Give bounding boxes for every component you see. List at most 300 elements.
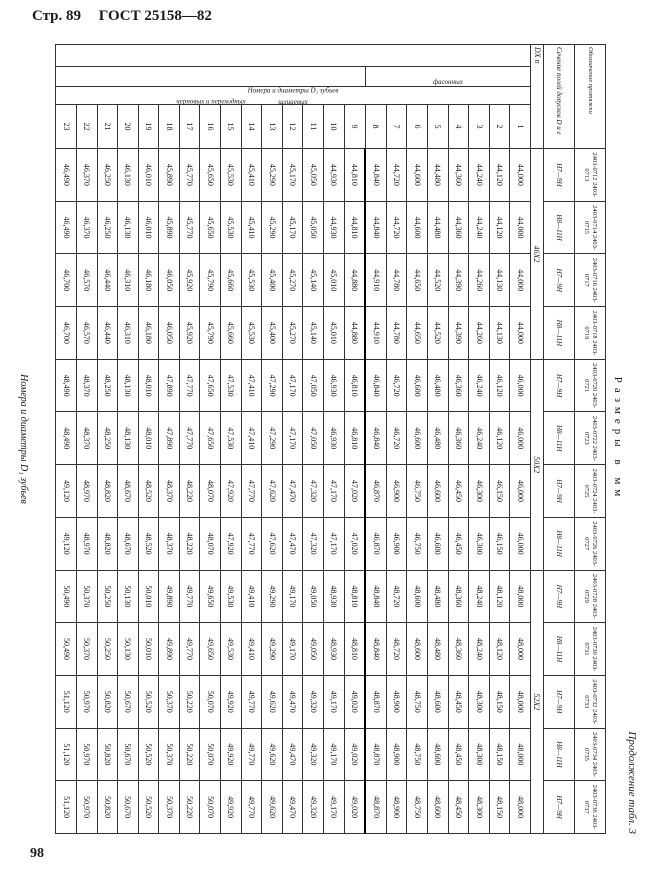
value-cell: 45,530: [221, 149, 242, 202]
value-cell: 48,250: [97, 359, 118, 412]
value-cell: 48,220: [179, 465, 200, 518]
value-cell: 49,170: [282, 570, 303, 623]
value-cell: 50,520: [138, 675, 159, 728]
value-cell: 44,480: [428, 149, 449, 202]
value-cell: 46,050: [159, 307, 180, 360]
value-cell: 48,970: [76, 517, 97, 570]
value-cell: 49,050: [303, 570, 324, 623]
row-number-cell: 21: [97, 105, 118, 149]
code-cell: 2403-0734 2403-0735: [575, 728, 606, 781]
value-cell: 47,320: [303, 465, 324, 518]
value-cell: 49,170: [324, 675, 345, 728]
code-cell: 2403-0728 2403-0729: [575, 570, 606, 623]
value-cell: 47,470: [282, 517, 303, 570]
value-cell: 50,970: [76, 728, 97, 781]
value-cell: 48,520: [138, 517, 159, 570]
table-row: [365, 45, 386, 834]
value-cell: 47,650: [200, 359, 221, 412]
code-cell: 2403-0732 2403-0733: [575, 675, 606, 728]
value-cell: 49,020: [344, 675, 365, 728]
table-row: [221, 45, 242, 834]
value-cell: 48,670: [118, 517, 139, 570]
code-cell: 2403-0720 2403-0721: [575, 359, 606, 412]
value-cell: 49,530: [221, 623, 242, 676]
value-cell: 49,320: [303, 675, 324, 728]
value-cell: 50,010: [138, 570, 159, 623]
value-cell: 44,480: [428, 201, 449, 254]
value-cell: 48,000: [510, 623, 531, 676]
value-cell: 44,130: [489, 307, 510, 360]
code-cell: 2403-0714 2403-0715: [575, 201, 606, 254]
value-cell: 46,810: [344, 412, 365, 465]
value-cell: 46,360: [448, 412, 469, 465]
value-cell: 46,450: [448, 517, 469, 570]
value-cell: 46,700: [56, 307, 77, 360]
value-cell: 49,920: [221, 781, 242, 834]
table-row: [407, 45, 428, 834]
value-cell: 48,600: [428, 675, 449, 728]
value-cell: 46,930: [324, 359, 345, 412]
value-cell: 46,570: [76, 254, 97, 307]
value-cell: 48,000: [510, 728, 531, 781]
value-cell: 45,140: [303, 254, 324, 307]
spline-size-cell: 46X2: [531, 149, 544, 360]
value-cell: 47,650: [200, 412, 221, 465]
sizes-label: Размеры в мм: [612, 376, 624, 502]
row-number-cell: 5: [428, 105, 449, 149]
value-cell: 50,370: [159, 781, 180, 834]
value-cell: 46,370: [76, 149, 97, 202]
row-number-cell: 13: [262, 105, 283, 149]
value-cell: 48,250: [97, 412, 118, 465]
group-shaped: [365, 67, 530, 87]
value-cell: 48,000: [510, 675, 531, 728]
page-label: Стр. 89: [32, 8, 82, 24]
value-cell: 45,770: [179, 201, 200, 254]
value-cell: 48,820: [97, 465, 118, 518]
table-row: [179, 45, 200, 834]
value-cell: 45,410: [241, 149, 262, 202]
value-cell: 49,770: [241, 675, 262, 728]
value-cell: 49,290: [262, 570, 283, 623]
code-cell: 2403-0724 2403-0725: [575, 465, 606, 518]
value-cell: 46,050: [159, 254, 180, 307]
tolerance-cell: H7—9H: [544, 781, 575, 834]
value-cell: 48,870: [365, 728, 386, 781]
value-cell: 50,820: [97, 781, 118, 834]
value-cell: 44,520: [428, 254, 449, 307]
value-cell: 47,290: [262, 412, 283, 465]
row-axis-label: Номера и диаметры D₁ зубьев: [18, 374, 29, 504]
value-cell: 46,490: [56, 149, 77, 202]
value-cell: 44,780: [386, 254, 407, 307]
value-cell: 45,660: [221, 254, 242, 307]
value-cell: 44,260: [469, 254, 490, 307]
tolerance-cell: H7—9H: [544, 675, 575, 728]
value-cell: 47,170: [282, 412, 303, 465]
code-cell: 2403-0716 2403-0717: [575, 254, 606, 307]
value-cell: 46,600: [407, 359, 428, 412]
value-cell: 46,440: [97, 307, 118, 360]
table-row: [262, 45, 283, 834]
value-cell: 50,970: [76, 781, 97, 834]
spline-row: [531, 45, 544, 834]
value-cell: 44,120: [489, 149, 510, 202]
value-cell: 47,410: [241, 412, 262, 465]
row-number-cell: 7: [386, 105, 407, 149]
table-row: [200, 45, 221, 834]
value-cell: 50,490: [56, 570, 77, 623]
value-cell: 46,870: [365, 517, 386, 570]
value-cell: 48,600: [407, 570, 428, 623]
value-cell: 48,480: [428, 570, 449, 623]
value-cell: 44,840: [365, 149, 386, 202]
value-cell: 44,720: [386, 149, 407, 202]
page-header: [32, 8, 226, 25]
value-cell: 50,370: [159, 728, 180, 781]
value-cell: 44,600: [407, 201, 428, 254]
value-cell: 50,520: [138, 781, 159, 834]
value-cell: 46,810: [344, 359, 365, 412]
code-cell: 2403-0718 2403-0719: [575, 307, 606, 360]
value-cell: 47,620: [262, 517, 283, 570]
value-cell: 47,020: [344, 517, 365, 570]
value-cell: 48,450: [448, 728, 469, 781]
value-cell: 46,150: [489, 465, 510, 518]
value-cell: 47,890: [159, 359, 180, 412]
value-cell: 48,900: [386, 675, 407, 728]
value-cell: 49,170: [324, 781, 345, 834]
code-cell: 2403-0730 2403-0731: [575, 623, 606, 676]
value-cell: 48,360: [448, 570, 469, 623]
value-cell: 50,220: [179, 728, 200, 781]
value-cell: 46,250: [97, 149, 118, 202]
value-cell: 47,920: [221, 517, 242, 570]
value-cell: 48,130: [118, 359, 139, 412]
tolerance-cell: H8—11H: [544, 412, 575, 465]
value-cell: 47,770: [241, 517, 262, 570]
value-cell: 48,120: [489, 570, 510, 623]
value-cell: 47,050: [303, 359, 324, 412]
value-cell: 49,410: [241, 570, 262, 623]
value-cell: 46,000: [510, 412, 531, 465]
value-cell: 48,840: [365, 570, 386, 623]
value-cell: 44,880: [344, 254, 365, 307]
value-cell: 46,600: [428, 517, 449, 570]
value-cell: 48,480: [428, 623, 449, 676]
spline-size-cell: 52X2: [531, 570, 544, 833]
value-cell: 48,490: [56, 359, 77, 412]
value-cell: 48,820: [97, 517, 118, 570]
value-cell: 44,120: [489, 201, 510, 254]
value-cell: 47,620: [262, 465, 283, 518]
value-cell: 50,670: [118, 675, 139, 728]
value-cell: 44,880: [344, 307, 365, 360]
value-cell: 49,530: [221, 570, 242, 623]
value-cell: 45,650: [200, 149, 221, 202]
row-number-cell: 11: [303, 105, 324, 149]
value-cell: 46,570: [76, 307, 97, 360]
value-cell: 44,240: [469, 201, 490, 254]
value-cell: 48,220: [179, 517, 200, 570]
value-cell: 46,310: [118, 307, 139, 360]
value-cell: 45,270: [282, 307, 303, 360]
value-cell: 46,440: [97, 254, 118, 307]
value-cell: 46,240: [469, 412, 490, 465]
value-cell: 49,920: [221, 728, 242, 781]
table-row: [56, 45, 77, 834]
value-cell: 47,170: [324, 517, 345, 570]
value-cell: 50,250: [97, 570, 118, 623]
value-cell: 48,750: [407, 675, 428, 728]
value-cell: 49,620: [262, 781, 283, 834]
value-cell: 48,150: [489, 675, 510, 728]
value-cell: 49,650: [200, 623, 221, 676]
value-cell: 46,370: [76, 201, 97, 254]
value-cell: 46,900: [386, 465, 407, 518]
value-cell: 47,770: [179, 359, 200, 412]
row-number-cell: 16: [200, 105, 221, 149]
value-cell: 48,970: [76, 465, 97, 518]
table-row: [118, 45, 139, 834]
value-cell: 49,890: [159, 623, 180, 676]
value-cell: 45,290: [262, 149, 283, 202]
continuation-label: Продолжение табл. 3: [626, 731, 638, 834]
value-cell: 44,910: [365, 307, 386, 360]
table-row: [489, 45, 510, 834]
value-cell: 44,930: [324, 149, 345, 202]
value-cell: 49,170: [324, 728, 345, 781]
value-cell: 48,370: [76, 412, 97, 465]
value-cell: 45,790: [200, 254, 221, 307]
value-cell: 48,070: [200, 517, 221, 570]
value-cell: 47,470: [282, 465, 303, 518]
value-cell: 46,490: [56, 201, 77, 254]
value-cell: 48,370: [76, 359, 97, 412]
value-cell: 49,290: [262, 623, 283, 676]
value-cell: 48,000: [510, 570, 531, 623]
value-cell: 46,840: [365, 359, 386, 412]
value-cell: 50,370: [76, 570, 97, 623]
row-number-cell: 8: [365, 105, 386, 149]
value-cell: 48,130: [118, 412, 139, 465]
code-cell: 2403-0736 2403-0737: [575, 781, 606, 834]
value-cell: 45,170: [282, 201, 303, 254]
tolerance-cell: H8—11H: [544, 728, 575, 781]
value-cell: 45,400: [262, 307, 283, 360]
table-row: [76, 45, 97, 834]
value-cell: 45,170: [282, 149, 303, 202]
value-cell: 44,390: [448, 307, 469, 360]
value-cell: 48,750: [407, 728, 428, 781]
value-cell: 46,150: [489, 517, 510, 570]
value-cell: 49,320: [303, 781, 324, 834]
value-cell: 49,050: [303, 623, 324, 676]
table-row: [138, 45, 159, 834]
value-cell: 46,010: [138, 149, 159, 202]
designation-label: Обозначение протяжки: [575, 45, 606, 149]
value-cell: 48,300: [469, 781, 490, 834]
code-cell: 2403-0726 2403-0727: [575, 517, 606, 570]
value-cell: 46,600: [407, 412, 428, 465]
table-row: [428, 45, 449, 834]
value-cell: 47,770: [179, 412, 200, 465]
row-number-cell: 2: [489, 105, 510, 149]
value-cell: 46,180: [138, 254, 159, 307]
value-cell: 49,320: [303, 728, 324, 781]
value-cell: 46,900: [386, 517, 407, 570]
value-cell: 45,270: [282, 254, 303, 307]
row-axis-vertical-text: Номера и диаметры D₁ зубьев: [247, 86, 339, 95]
section-label: Сечение полей допусков D и e: [544, 45, 575, 149]
tolerance-cell: H8—11H: [544, 623, 575, 676]
value-cell: 46,450: [448, 465, 469, 518]
value-cell: 48,300: [469, 675, 490, 728]
value-cell: 46,480: [428, 359, 449, 412]
page-number: 98: [30, 846, 44, 861]
value-cell: 44,650: [407, 307, 428, 360]
value-cell: 50,490: [56, 623, 77, 676]
value-cell: 48,150: [489, 728, 510, 781]
value-cell: 48,300: [469, 728, 490, 781]
value-cell: 46,120: [489, 412, 510, 465]
value-cell: 49,120: [56, 517, 77, 570]
value-cell: 49,620: [262, 675, 283, 728]
value-cell: 46,000: [510, 465, 531, 518]
value-cell: 48,360: [448, 623, 469, 676]
value-cell: 44,000: [510, 201, 531, 254]
value-cell: 48,810: [344, 570, 365, 623]
value-cell: 45,650: [200, 201, 221, 254]
code-cell: 2403-0712 2403-0713: [575, 149, 606, 202]
value-cell: 46,750: [407, 465, 428, 518]
row-number-cell: 6: [407, 105, 428, 149]
value-cell: 47,920: [221, 465, 242, 518]
row-number-cell: 9: [344, 105, 365, 149]
value-cell: 44,260: [469, 307, 490, 360]
tolerances-row: [544, 45, 575, 834]
table-row: [324, 45, 345, 834]
row-number-cell: 22: [76, 105, 97, 149]
value-cell: 44,390: [448, 254, 469, 307]
value-cell: 50,070: [200, 675, 221, 728]
value-cell: 50,370: [76, 623, 97, 676]
value-cell: 47,770: [241, 465, 262, 518]
value-cell: 50,070: [200, 781, 221, 834]
value-cell: 44,360: [448, 201, 469, 254]
table-row: [344, 45, 365, 834]
value-cell: 45,920: [179, 307, 200, 360]
table-row: [303, 45, 324, 834]
value-cell: 47,530: [221, 412, 242, 465]
value-cell: 46,840: [365, 412, 386, 465]
tolerance-cell: H7—9H: [544, 254, 575, 307]
tolerance-cell: H8—11H: [544, 307, 575, 360]
row-number-cell: 1: [510, 105, 531, 149]
value-cell: 48,070: [200, 465, 221, 518]
value-cell: 45,530: [241, 254, 262, 307]
value-cell: 49,650: [200, 570, 221, 623]
value-cell: 46,180: [138, 307, 159, 360]
value-cell: 46,300: [469, 517, 490, 570]
value-cell: 45,010: [324, 254, 345, 307]
table-row: [159, 45, 180, 834]
value-cell: 45,790: [200, 307, 221, 360]
value-cell: 49,770: [241, 728, 262, 781]
value-cell: 46,310: [118, 254, 139, 307]
value-cell: 45,770: [179, 149, 200, 202]
value-cell: 44,000: [510, 254, 531, 307]
table-row: [448, 45, 469, 834]
row-number-cell: 4: [448, 105, 469, 149]
value-cell: 49,890: [159, 570, 180, 623]
rotated-table-block: [16, 44, 640, 834]
value-cell: 48,370: [159, 517, 180, 570]
value-cell: 48,370: [159, 465, 180, 518]
group-spline-text: шлицевых: [278, 97, 308, 106]
value-cell: 44,000: [510, 149, 531, 202]
value-cell: 47,170: [324, 465, 345, 518]
value-cell: 48,900: [386, 781, 407, 834]
value-cell: 48,810: [344, 623, 365, 676]
value-cell: 48,010: [138, 412, 159, 465]
value-cell: 46,250: [97, 201, 118, 254]
spline-size-cell: 50X2: [531, 359, 544, 570]
value-cell: 48,010: [138, 359, 159, 412]
value-cell: 46,000: [510, 359, 531, 412]
value-cell: 46,120: [489, 359, 510, 412]
value-cell: 48,900: [386, 728, 407, 781]
value-cell: 50,130: [118, 623, 139, 676]
value-cell: 44,810: [344, 201, 365, 254]
value-cell: 49,770: [241, 781, 262, 834]
value-cell: 46,130: [118, 149, 139, 202]
group-shaped-text: фасонных: [433, 77, 463, 86]
value-cell: 48,240: [469, 570, 490, 623]
row-number-cell: 18: [159, 105, 180, 149]
value-cell: 48,120: [489, 623, 510, 676]
row-number-cell: 12: [282, 105, 303, 149]
value-cell: 50,370: [159, 675, 180, 728]
value-cell: 48,720: [386, 623, 407, 676]
value-cell: 45,920: [179, 254, 200, 307]
value-cell: 46,870: [365, 465, 386, 518]
value-cell: 47,050: [303, 412, 324, 465]
value-cell: 48,600: [407, 623, 428, 676]
value-cell: 46,130: [118, 201, 139, 254]
value-cell: 44,810: [344, 149, 365, 202]
row-number-cell: 23: [56, 105, 77, 149]
value-cell: 47,290: [262, 359, 283, 412]
value-cell: 47,170: [282, 359, 303, 412]
value-cell: 48,490: [56, 412, 77, 465]
table-row: [97, 45, 118, 834]
value-cell: 46,300: [469, 465, 490, 518]
value-cell: 45,890: [159, 149, 180, 202]
value-cell: 51,120: [56, 781, 77, 834]
group-rough-text: черновых и переходных: [175, 97, 246, 106]
value-cell: 44,000: [510, 307, 531, 360]
value-cell: 46,720: [386, 412, 407, 465]
value-cell: 51,120: [56, 728, 77, 781]
value-cell: 48,240: [469, 623, 490, 676]
tolerance-cell: H8—11H: [544, 201, 575, 254]
value-cell: 49,620: [262, 728, 283, 781]
value-cell: 49,470: [282, 781, 303, 834]
value-cell: 45,400: [262, 254, 283, 307]
value-cell: 47,020: [344, 465, 365, 518]
value-cell: 46,240: [469, 359, 490, 412]
